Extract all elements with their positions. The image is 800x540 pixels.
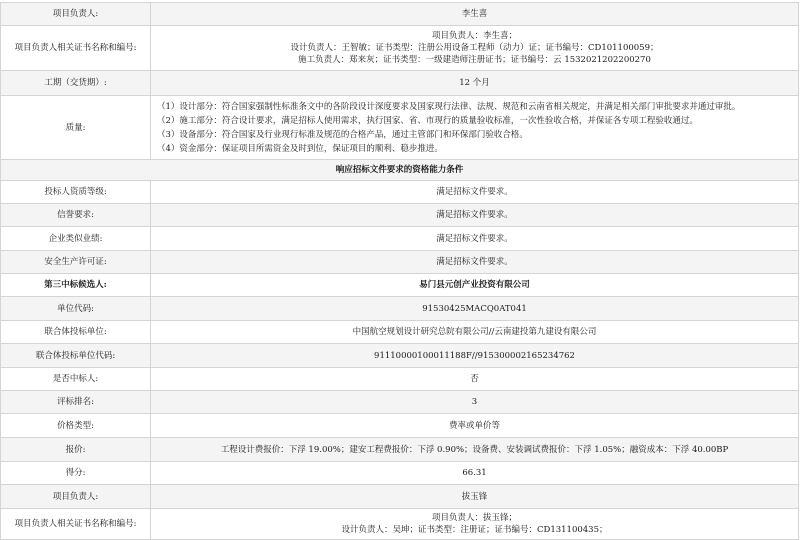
table-row (1, 3, 799, 26)
row-label: 联合体投标单位代码: (1, 344, 151, 368)
table-row (1, 414, 799, 438)
table-row (1, 344, 799, 368)
row-value: 工程设计费报价：下浮 19.00%；建安工程费报价：下浮 0.90%；设备费、安装调试费报价：下浮 1.05%；融资成本：下浮 40.00BP (151, 438, 799, 462)
row-value: 满足招标文件要求。 (151, 227, 799, 251)
table-row (1, 368, 799, 391)
row-value: 中国航空规划设计研究总院有限公司//云南建投第九建设有限公司 (151, 321, 799, 344)
row-value: 91530425MACQ0AT041 (151, 297, 799, 321)
row-label: 得分: (1, 462, 151, 485)
table-row (1, 227, 799, 251)
row-value (151, 509, 799, 540)
row-label: 联合体投标单位: (1, 321, 151, 344)
row-value: 费率或单价等 (151, 414, 799, 438)
row-label: 第三中标候选人: (1, 274, 151, 297)
row-label: 企业类似业绩: (1, 227, 151, 251)
table-row (1, 297, 799, 321)
table-row (1, 96, 799, 160)
value-line: 施工负责人：郑来灰；证书类型：一级建造师注册证书；证书编号：云 1532021202200270 (298, 55, 651, 65)
row-value: 易门县元创产业投资有限公司 (151, 274, 799, 297)
table-row (1, 274, 799, 297)
row-value: 李生喜 (151, 3, 799, 26)
row-value: 满足招标文件要求。 (151, 204, 799, 227)
value-line: （4）资金部分：保证项目所需资金及时到位，保证项目的顺利、稳步推进。 (157, 143, 443, 154)
row-label: 信誉要求: (1, 204, 151, 227)
row-label: 价格类型: (1, 414, 151, 438)
table-row (1, 438, 799, 462)
table-row (1, 181, 799, 204)
row-label: 质量: (1, 96, 151, 160)
row-label: 评标排名: (1, 391, 151, 414)
table-row (1, 509, 799, 540)
value-line: 设计负责人：吴坤；证书类型：注册证；证书编号：CD131100435； (341, 525, 608, 535)
row-label: 项目负责人: (1, 3, 151, 26)
table-row (1, 204, 799, 227)
value-line: 项目负责人：拔玉锋； (431, 513, 517, 523)
value-line: （2）施工部分：符合设计要求，满足招标人使用需求，执行国家、省、市现行的质量验收标准，一次性验收合格，并保证各专项工程验收通过。 (157, 115, 698, 126)
row-label: 报价: (1, 438, 151, 462)
row-value: 66.31 (151, 462, 799, 485)
row-label: 单位代码: (1, 297, 151, 321)
row-value: 拔玉锋 (151, 485, 799, 509)
bid-result-table (0, 2, 799, 540)
row-value: 满足招标文件要求。 (151, 181, 799, 204)
value-line: 项目负责人：李生喜； (431, 31, 517, 41)
table-row (1, 391, 799, 414)
table-row (1, 160, 799, 181)
value-line: 设计负责人：王智敏；证书类型：注册公用设备工程师（动力）证；证书编号：CD101100059； (290, 43, 659, 53)
table-row (1, 485, 799, 509)
row-value: 3 (151, 391, 799, 414)
row-value: 91110000100011188F//915300002165234762 (151, 344, 799, 368)
table-row (1, 26, 799, 71)
row-value (151, 26, 799, 71)
row-label: 投标人资质等级: (1, 181, 151, 204)
table-row (1, 462, 799, 485)
row-label: 项目负责人相关证书名称和编号: (1, 26, 151, 71)
row-label: 安全生产许可证: (1, 251, 151, 274)
table-row (1, 71, 799, 96)
value-line: （3）设备部分：符合国家及行业现行标准及规范的合格产品，通过主管部门和环保部门验收合格。 (157, 129, 528, 140)
row-label: 工期（交货期）: (1, 71, 151, 96)
section-header: 响应招标文件要求的资格能力条件 (1, 160, 799, 181)
row-value: 否 (151, 368, 799, 391)
table-row (1, 251, 799, 274)
row-value (151, 96, 799, 160)
row-label: 是否中标人: (1, 368, 151, 391)
row-label: 项目负责人: (1, 485, 151, 509)
value-line: （1）设计部分：符合国家强制性标准条文中的各阶段设计深度要求及国家现行法律、法规、规范和云南省相关规定，并满足相关部门审批要求并通过审批。 (157, 101, 741, 112)
row-label: 项目负责人相关证书名称和编号: (1, 509, 151, 540)
row-value: 12 个月 (151, 71, 799, 96)
row-value: 满足招标文件要求。 (151, 251, 799, 274)
table-row (1, 321, 799, 344)
